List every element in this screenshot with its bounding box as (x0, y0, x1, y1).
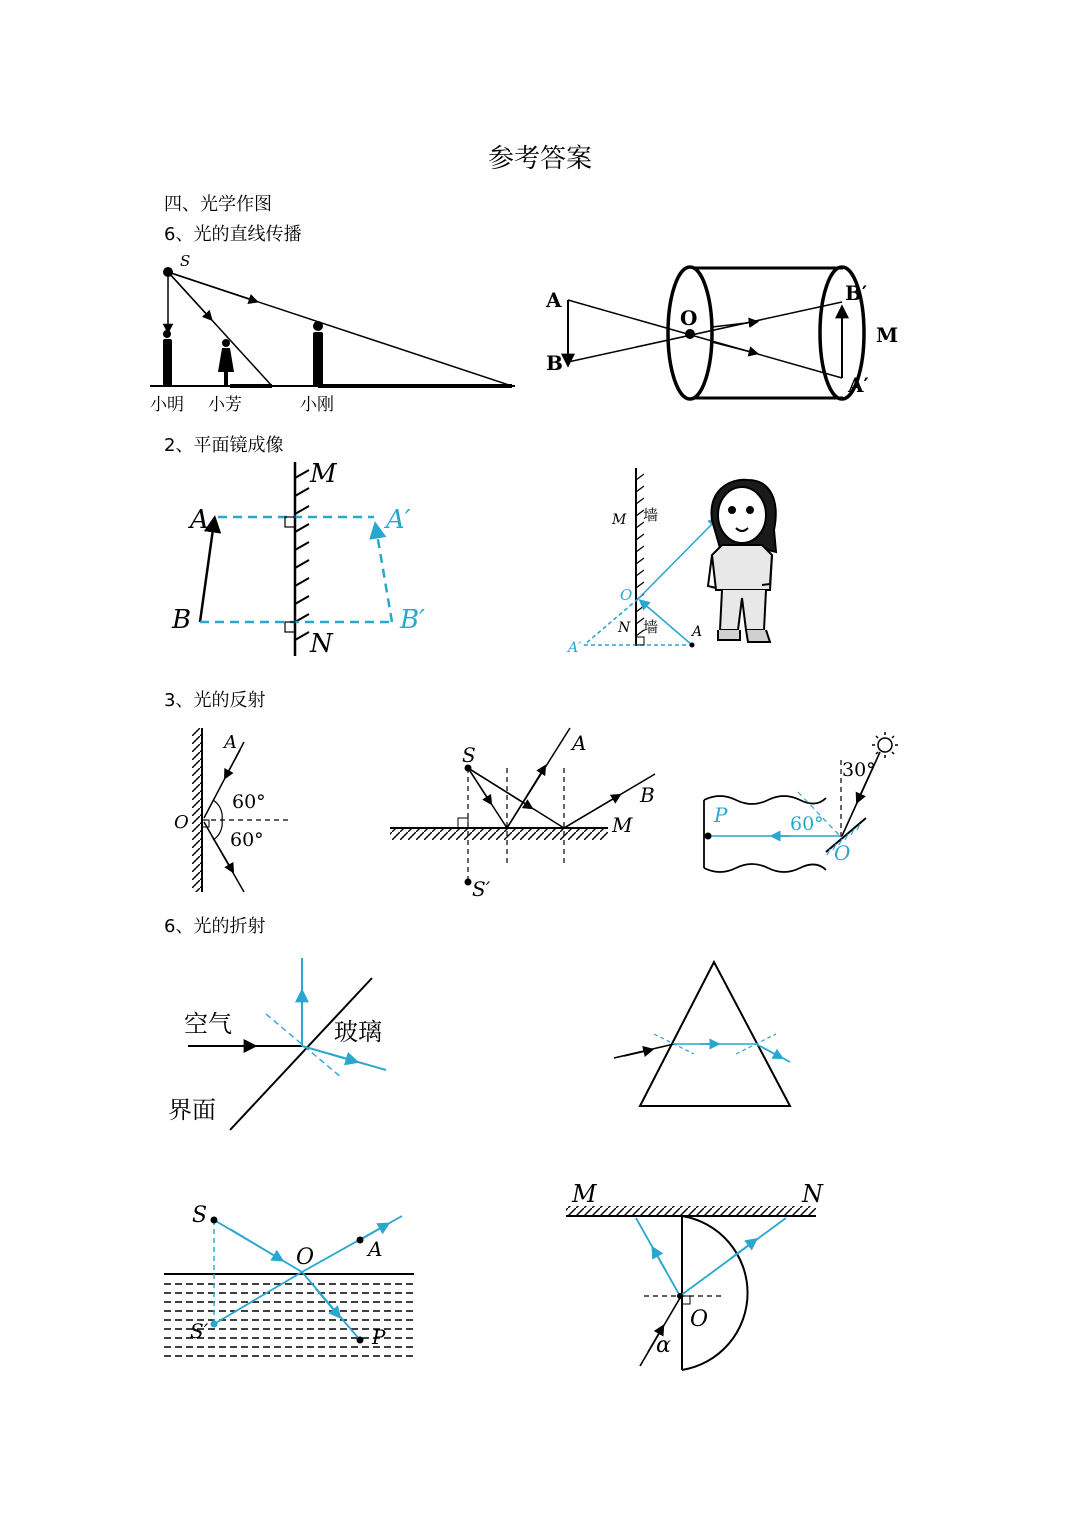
label-s: S (180, 252, 191, 270)
heading-refraction: 6、光的折射 (164, 916, 266, 937)
label-o: O (620, 586, 633, 604)
label-m: M (310, 459, 337, 489)
label-a: A (692, 624, 703, 640)
label-m: M (876, 323, 899, 347)
label-p: P (714, 803, 728, 827)
label-angle-30: 30° (842, 759, 876, 781)
label-xiaogang: 小刚 (300, 395, 334, 415)
label-n: N (618, 620, 631, 636)
label-a-prime: A′ (848, 373, 869, 397)
label-alpha: α (656, 1333, 671, 1358)
label-xiaoming: 小明 (150, 395, 184, 415)
label-a: A (224, 732, 237, 753)
label-b: B (640, 783, 655, 807)
label-m: M (612, 813, 633, 837)
heading-plane-mirror: 2、平面镜成像 (164, 435, 284, 456)
label-s: S (192, 1203, 208, 1228)
label-n: N (310, 629, 333, 659)
label-o: O (690, 1307, 709, 1332)
label-interface: 界面 (168, 1096, 216, 1124)
label-glass: 玻璃 (334, 1018, 382, 1046)
person-xiaofang (218, 339, 234, 386)
person-xiaogang (313, 321, 323, 386)
label-o: O (296, 1245, 315, 1270)
page-title: 参考答案 (487, 144, 592, 174)
section-heading: 四、光学作图 (164, 194, 272, 215)
figure-reflection-60 (174, 728, 290, 892)
label-s-prime: S′ (472, 877, 491, 901)
label-xiaofang: 小芳 (208, 395, 242, 415)
figure-semicircle (566, 1180, 824, 1370)
person-xiaoming (163, 330, 172, 386)
girl-illustration (708, 480, 776, 642)
heading-reflection: 3、光的反射 (164, 690, 266, 711)
label-wall-top: 墙 (643, 506, 659, 524)
label-a-prime: A′ (386, 505, 411, 535)
label-a: A (546, 288, 562, 312)
heading-straight-line: 6、光的直线传播 (164, 224, 302, 245)
label-a: A (368, 1237, 383, 1261)
label-wall-bottom: 墙 (643, 618, 659, 636)
label-angle-60: 60° (790, 813, 824, 835)
figure-plane-mirror-ab (171, 459, 425, 659)
label-o: O (174, 812, 189, 833)
label-angle-top: 60° (232, 791, 266, 813)
label-b: B (172, 605, 192, 635)
figure-water-surface (164, 1203, 414, 1356)
label-o: O (680, 306, 698, 330)
label-a: A (572, 731, 587, 755)
label-n: N (802, 1180, 823, 1208)
label-b-prime: B′ (845, 281, 868, 305)
label-m: M (612, 512, 627, 528)
label-s: S (462, 743, 476, 767)
figure-source-image (390, 728, 655, 901)
label-b-prime: B′ (400, 605, 426, 635)
label-air: 空气 (184, 1010, 232, 1038)
figure-prism (614, 962, 790, 1106)
label-p: P (372, 1325, 386, 1349)
sun-icon (872, 732, 898, 758)
figure-refraction-air-glass (168, 958, 386, 1130)
label-m: M (572, 1180, 597, 1208)
label-a-prime: A′ (568, 640, 582, 656)
label-angle-bottom: 60° (230, 829, 264, 851)
label-a: A (190, 505, 209, 535)
figure-pinhole-camera (545, 267, 898, 399)
figure-girl-mirror (566, 468, 776, 656)
label-b: B (546, 351, 563, 375)
label-o: O (834, 841, 851, 865)
figure-shadows (150, 252, 515, 415)
figure-sunlight-cave (704, 732, 898, 872)
label-s-prime: S′ (190, 1319, 209, 1343)
